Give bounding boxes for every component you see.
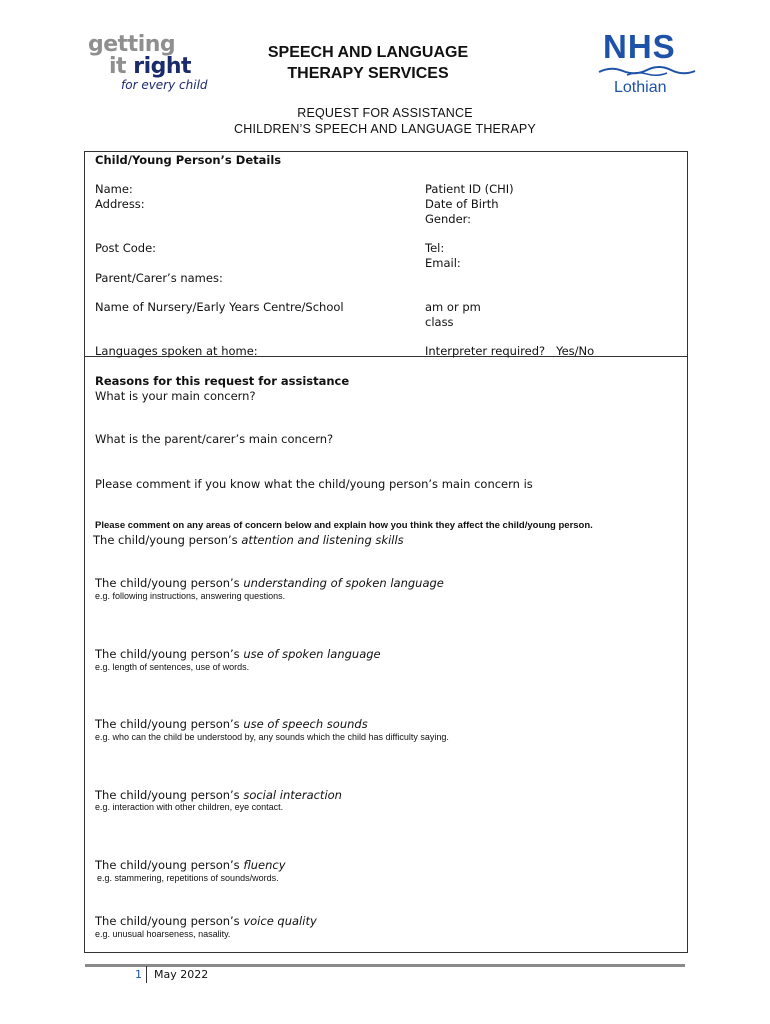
reasons-heading: Reasons for this request for assistance [95, 374, 350, 388]
nursery-label[interactable]: Name of Nursery/Early Years Centre/School [95, 300, 344, 314]
area-topic: fluency [243, 858, 286, 872]
area-social-interaction[interactable] [95, 788, 342, 803]
am-pm-label[interactable]: am or pm [425, 300, 481, 314]
service-title [230, 42, 506, 84]
name-label[interactable]: Name: [95, 182, 133, 196]
area-example: e.g. stammering, repetitions of sounds/words. [97, 873, 279, 883]
post-code-label[interactable]: Post Code: [95, 241, 157, 255]
tel-label[interactable]: Tel: [425, 241, 445, 255]
languages-label[interactable]: Languages spoken at home: [95, 344, 258, 358]
area-speech-sounds[interactable] [95, 717, 368, 732]
parent-concern-question[interactable]: What is the parent/carer’s main concern? [95, 432, 334, 446]
concern-instruction: Please comment on any areas of concern below and explain how you think they affect the child/young person. [95, 520, 593, 531]
area-attention-listening[interactable] [93, 533, 404, 548]
patient-id-label[interactable]: Patient ID (CHI) [425, 182, 514, 196]
area-topic: attention and listening skills [241, 533, 404, 547]
class-label[interactable]: class [425, 315, 454, 329]
nhs-logo-text: NHS [603, 28, 676, 65]
gender-label[interactable]: Gender: [425, 212, 472, 226]
area-topic: understanding of spoken language [243, 576, 444, 590]
area-topic: voice quality [243, 914, 317, 928]
logo-it-text: it [109, 54, 134, 79]
footer-rule [85, 964, 685, 967]
page-number: 1 [135, 968, 142, 981]
details-heading: Child/Young Person’s Details [95, 153, 282, 167]
area-prefix: The child/young person’s [95, 576, 244, 590]
email-label[interactable]: Email: [425, 256, 461, 270]
request-title-line2: CHILDREN’S SPEECH AND LANGUAGE THERAPY [234, 122, 536, 136]
area-example: e.g. length of sentences, use of words. [95, 662, 250, 672]
area-fluency[interactable] [95, 858, 286, 873]
waves-icon [597, 64, 697, 78]
area-prefix: The child/young person’s [95, 914, 244, 928]
footer-separator [146, 966, 147, 983]
logo-it-right-text [109, 56, 208, 78]
area-prefix: The child/young person’s [93, 533, 242, 547]
area-topic: social interaction [243, 788, 342, 802]
area-prefix: The child/young person’s [95, 647, 244, 661]
area-topic: use of speech sounds [243, 717, 368, 731]
area-spoken-language[interactable] [95, 647, 381, 662]
getting-it-right-logo [88, 34, 208, 91]
area-prefix: The child/young person’s [95, 858, 244, 872]
child-concern-question[interactable]: Please comment if you know what the child/young person’s main concern is [95, 477, 533, 491]
request-title [140, 105, 630, 137]
area-example: e.g. unusual hoarseness, nasality. [95, 929, 231, 939]
nhs-board-name: Lothian [614, 79, 667, 96]
main-concern-question[interactable]: What is your main concern? [95, 389, 256, 403]
logo-getting-text: getting [88, 32, 176, 57]
area-prefix: The child/young person’s [95, 788, 244, 802]
nhs-lothian-logo [597, 30, 697, 97]
interpreter-label[interactable]: Interpreter required? Yes/No [425, 344, 595, 358]
service-title-line1: SPEECH AND LANGUAGE [267, 44, 469, 61]
dob-label[interactable]: Date of Birth [425, 197, 499, 211]
request-title-line1: REQUEST FOR ASSISTANCE [297, 106, 473, 120]
area-prefix: The child/young person’s [95, 717, 244, 731]
area-voice-quality[interactable] [95, 914, 317, 929]
logo-right-text: right [133, 54, 192, 79]
area-understanding[interactable] [95, 576, 444, 591]
service-title-line2: THERAPY SERVICES [287, 65, 449, 82]
area-example: e.g. interaction with other children, eye contact. [95, 802, 284, 812]
footer-date: May 2022 [154, 968, 209, 981]
area-example: e.g. who can the child be understood by, any sounds which the child has difficulty saying. [95, 732, 449, 742]
area-topic: use of spoken language [243, 647, 381, 661]
parent-names-label[interactable]: Parent/Carer’s names: [95, 271, 223, 285]
area-example: e.g. following instructions, answering questions. [95, 591, 286, 601]
logo-tagline: for every child [121, 78, 208, 92]
address-label[interactable]: Address: [95, 197, 145, 211]
